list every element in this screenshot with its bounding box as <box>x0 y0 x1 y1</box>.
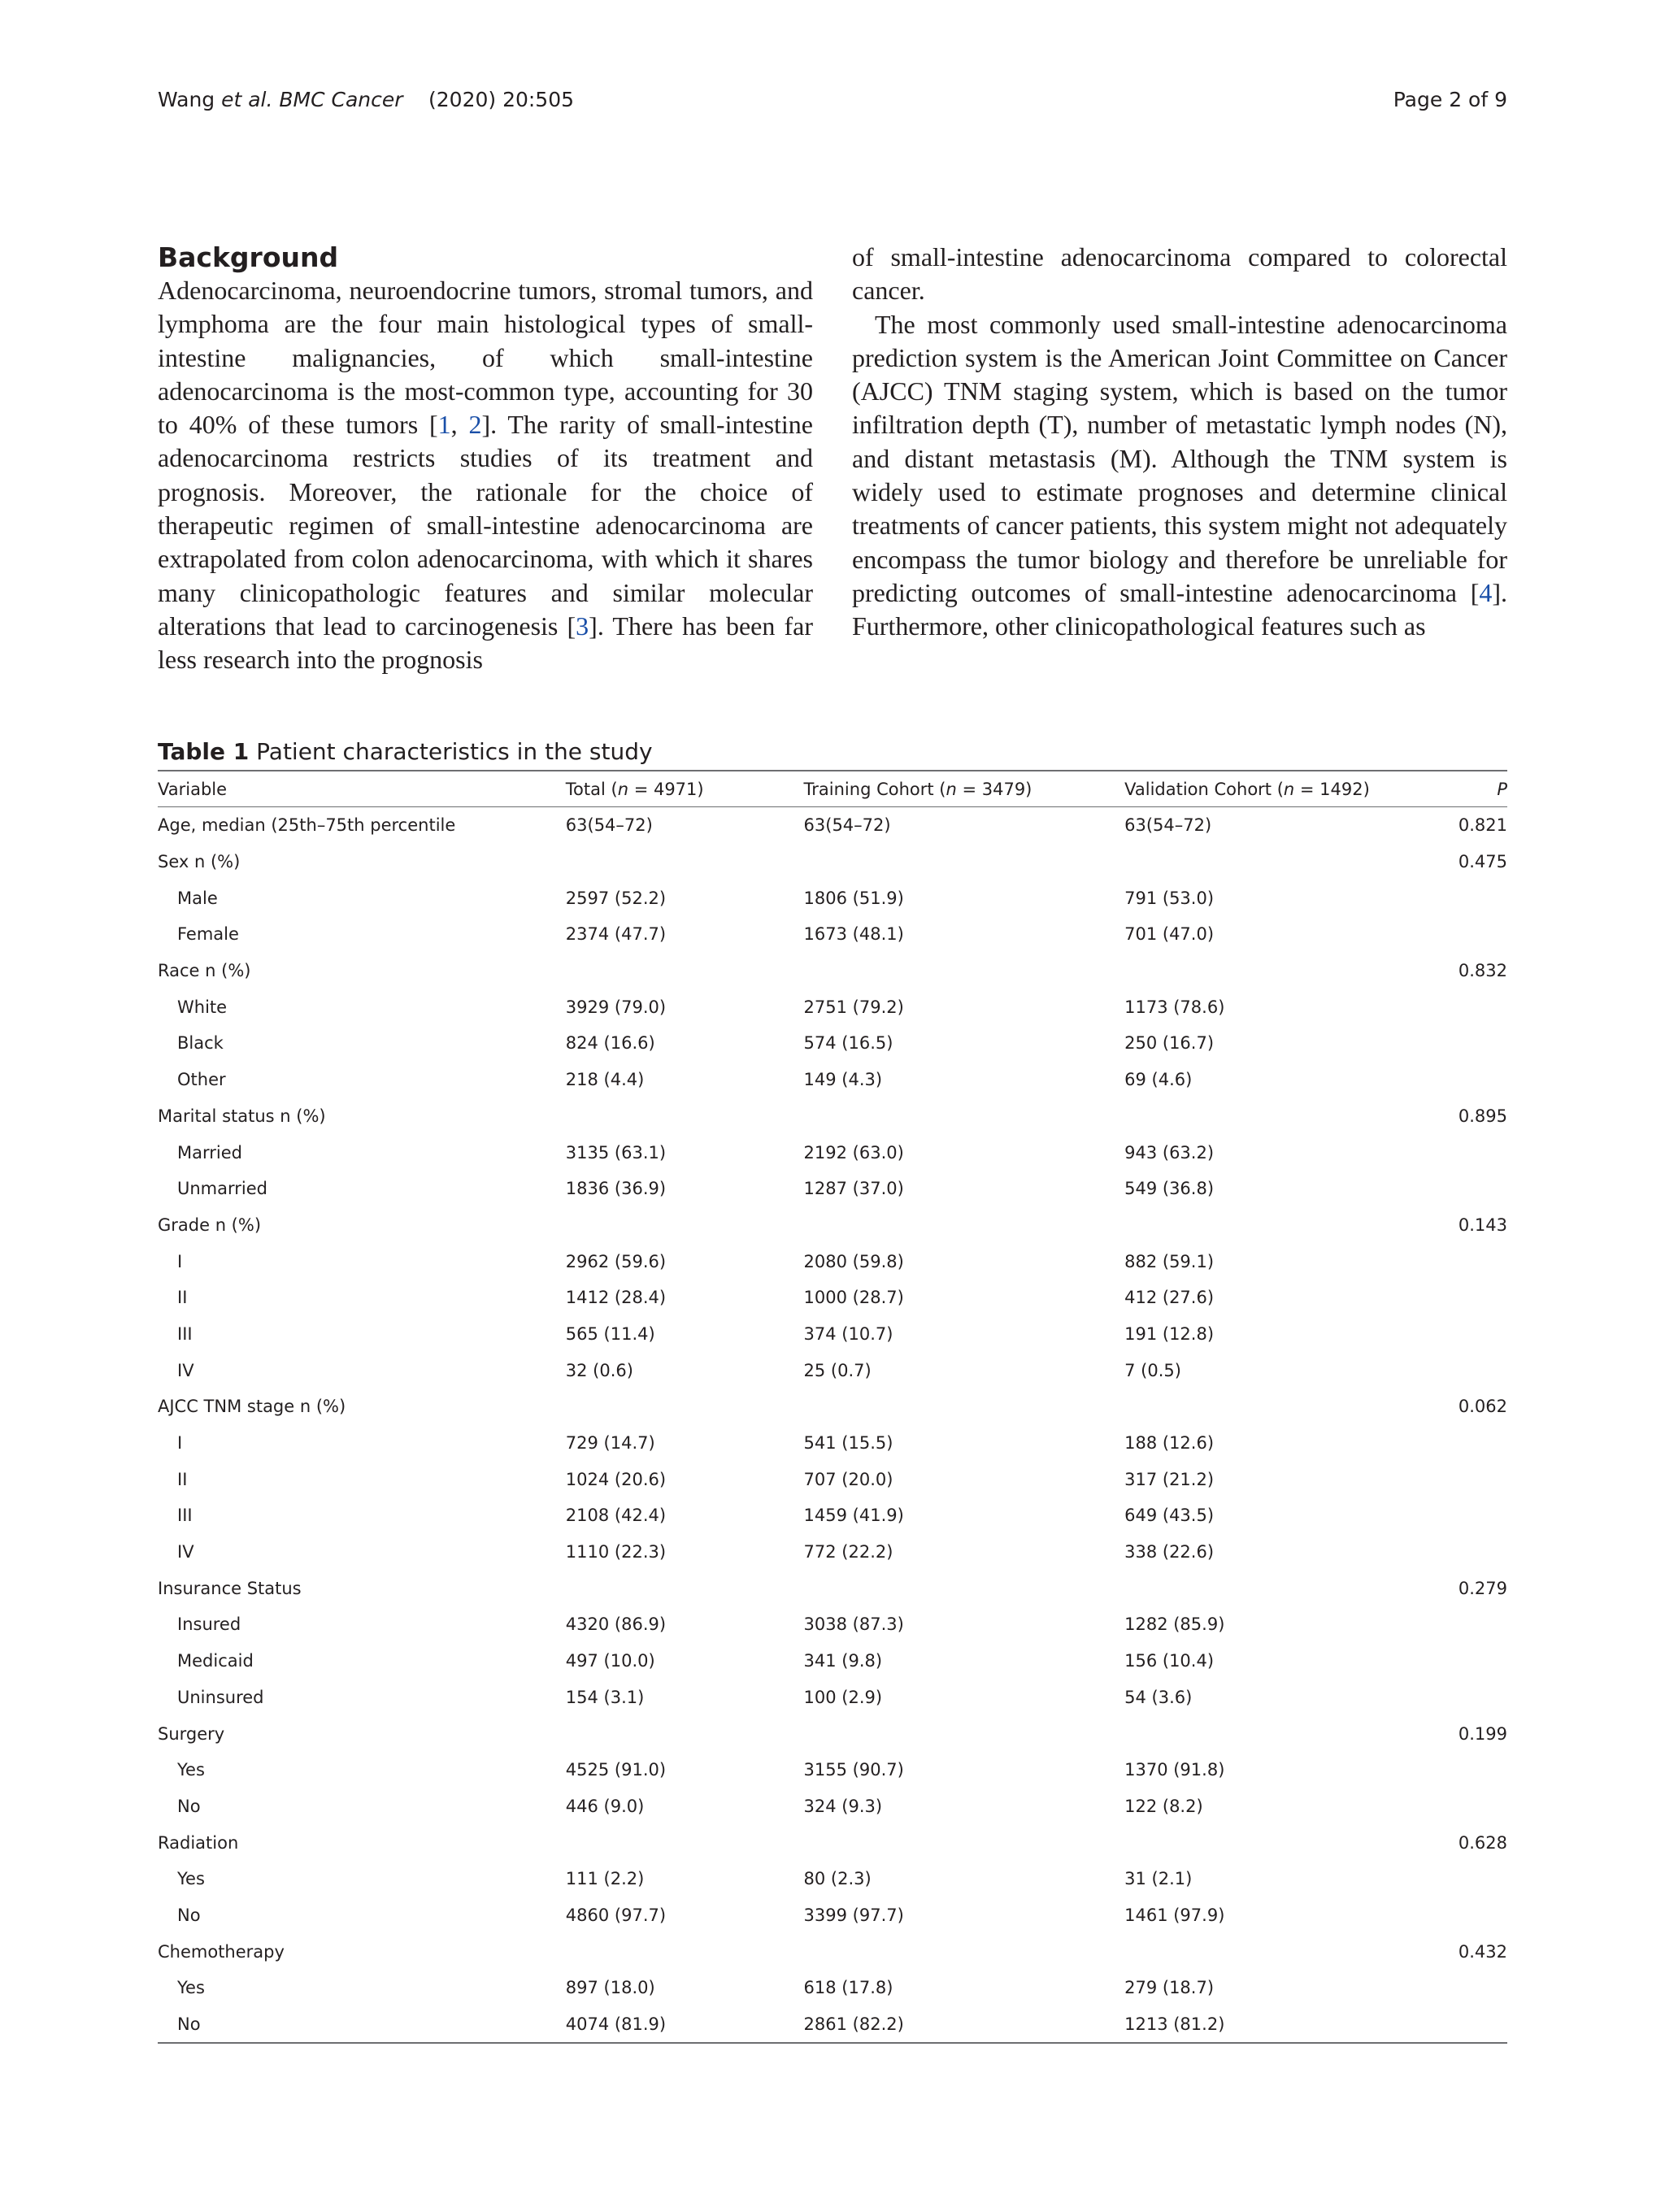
table-row <box>158 1680 1507 1716</box>
cell-validation <box>1124 844 1459 880</box>
cell-validation <box>1124 953 1459 989</box>
cell-total: 1110 (22.3) <box>565 1542 667 1562</box>
cell-variable: I <box>177 1251 183 1271</box>
cell-variable: Medicaid <box>177 1651 254 1671</box>
table-row <box>158 1897 1507 1934</box>
cell-variable: Marital status n (%) <box>158 1106 326 1126</box>
cell-total: 1024 (20.6) <box>565 1469 667 1489</box>
cell-training: 100 (2.9) <box>803 1687 883 1707</box>
table-row <box>158 1316 1507 1353</box>
table-row <box>158 1861 1507 1897</box>
cell-total <box>566 1207 804 1244</box>
cell-training: 707 (20.0) <box>803 1469 893 1489</box>
cell-training <box>804 844 1125 880</box>
cell-p: 0.279 <box>1458 1578 1507 1598</box>
cell-total: 111 (2.2) <box>565 1869 645 1889</box>
cell-training <box>804 1388 1125 1425</box>
cell-p <box>1459 916 1507 953</box>
cell-training: 541 (15.5) <box>803 1433 893 1454</box>
text-run: ]. Furthermore, other clinicopathological features such as <box>852 577 1507 641</box>
cell-variable: Yes <box>177 1760 205 1780</box>
text-run: , <box>450 410 469 440</box>
cell-validation: 317 (21.2) <box>1124 1469 1215 1489</box>
cell-training: 341 (9.8) <box>803 1651 883 1671</box>
cell-total <box>566 1933 804 1970</box>
cell-variable: Uninsured <box>177 1687 264 1707</box>
author-name: Wang <box>158 88 215 111</box>
cell-total: 154 (3.1) <box>565 1687 645 1707</box>
cell-training: 374 (10.7) <box>803 1323 893 1344</box>
cell-p <box>1459 1606 1507 1643</box>
cell-total: 4860 (97.7) <box>565 1905 667 1925</box>
cell-validation: 1282 (85.9) <box>1124 1614 1225 1635</box>
table-row <box>158 1752 1507 1788</box>
cell-validation: 279 (18.7) <box>1124 1978 1215 1998</box>
cell-validation <box>1124 1715 1459 1752</box>
cell-validation: 549 (36.8) <box>1124 1179 1215 1199</box>
cell-total: 218 (4.4) <box>565 1070 645 1090</box>
cell-validation: 701 (47.0) <box>1124 924 1215 945</box>
cell-p <box>1459 1352 1507 1388</box>
cell-variable: Unmarried <box>177 1179 267 1199</box>
table-body <box>158 807 1507 2044</box>
cell-variable: III <box>177 1323 193 1344</box>
paragraph-background-2 <box>852 308 1507 644</box>
cell-variable: Insured <box>177 1614 241 1635</box>
column-header-total: Total (n = 4971) <box>566 771 804 807</box>
cell-p <box>1459 1280 1507 1316</box>
cell-training: 1806 (51.9) <box>803 888 904 908</box>
cell-variable: IV <box>177 1542 194 1562</box>
cell-training: 772 (22.2) <box>803 1542 893 1562</box>
cell-training: 3399 (97.7) <box>803 1905 904 1925</box>
cell-p <box>1459 1461 1507 1497</box>
cell-validation: 54 (3.6) <box>1124 1687 1193 1707</box>
cell-validation: 63(54–72) <box>1124 815 1212 836</box>
cell-p <box>1459 1897 1507 1934</box>
cell-training: 1000 (28.7) <box>803 1288 904 1308</box>
cell-p <box>1459 1134 1507 1171</box>
cell-total: 4320 (86.9) <box>565 1614 667 1635</box>
cell-training: 618 (17.8) <box>803 1978 893 1998</box>
cell-variable: Black <box>177 1033 224 1054</box>
cell-variable: Grade n (%) <box>158 1215 262 1235</box>
citation-ref-1[interactable]: 1 <box>437 410 451 440</box>
cell-total: 4525 (91.0) <box>565 1760 667 1780</box>
table-row <box>158 1025 1507 1062</box>
table-row <box>158 1352 1507 1388</box>
cell-p <box>1459 1243 1507 1280</box>
cell-total: 446 (9.0) <box>565 1796 645 1816</box>
cell-total <box>566 1570 804 1606</box>
cell-variable: Age, median (25th–75th percentile <box>158 815 456 836</box>
cell-variable: Radiation <box>158 1832 239 1853</box>
cell-p <box>1459 1025 1507 1062</box>
table-1 <box>158 736 1507 2044</box>
cell-validation <box>1124 1098 1459 1135</box>
cell-validation: 188 (12.6) <box>1124 1433 1215 1454</box>
table-row <box>158 1497 1507 1534</box>
cell-validation: 122 (8.2) <box>1124 1796 1203 1816</box>
cell-p <box>1459 1752 1507 1788</box>
table-row <box>158 1171 1507 1207</box>
cell-total <box>566 1715 804 1752</box>
paragraph-background-1 <box>158 274 813 677</box>
cell-p: 0.199 <box>1458 1723 1507 1744</box>
table-header-row <box>158 771 1507 807</box>
cell-total: 63(54–72) <box>565 815 653 836</box>
cell-variable: Male <box>177 888 218 908</box>
cell-training: 1287 (37.0) <box>803 1179 904 1199</box>
column-header-variable: Variable <box>158 771 566 807</box>
cell-training: 2080 (59.8) <box>803 1251 904 1271</box>
table-row <box>158 1715 1507 1752</box>
table-row <box>158 1570 1507 1606</box>
cell-p: 0.628 <box>1458 1832 1507 1853</box>
running-header <box>158 88 1507 117</box>
table-row <box>158 880 1507 916</box>
cell-variable: No <box>177 1796 201 1816</box>
table-row <box>158 1388 1507 1425</box>
table-row <box>158 1643 1507 1680</box>
cell-validation <box>1124 1570 1459 1606</box>
table-row <box>158 916 1507 953</box>
cell-variable: Yes <box>177 1978 205 1998</box>
table-row <box>158 807 1507 844</box>
cell-variable: Yes <box>177 1869 205 1889</box>
cell-validation: 1173 (78.6) <box>1124 997 1225 1017</box>
cell-total: 32 (0.6) <box>565 1360 633 1380</box>
cell-variable: Chemotherapy <box>158 1941 285 1962</box>
journal-citation <box>158 88 403 111</box>
table-title: Patient characteristics in the study <box>256 738 653 765</box>
cell-variable: II <box>177 1288 188 1308</box>
cell-p: 0.821 <box>1458 815 1507 836</box>
cell-total: 497 (10.0) <box>565 1651 655 1671</box>
cell-training <box>804 1570 1125 1606</box>
cell-p: 0.475 <box>1458 852 1507 872</box>
cell-variable: IV <box>177 1360 194 1380</box>
text-column-left <box>158 241 813 677</box>
cell-total: 4074 (81.9) <box>566 2006 804 2044</box>
cell-p: 0.062 <box>1458 1397 1507 1417</box>
cell-variable: II <box>177 1469 188 1489</box>
cell-p <box>1459 989 1507 1025</box>
cell-validation: 1461 (97.9) <box>1124 1905 1225 1925</box>
table-row <box>158 1425 1507 1462</box>
cell-validation <box>1124 1933 1459 1970</box>
paragraph-background-1-continued: of small-intestine adenocarcinoma compared to colorectal cancer. <box>852 242 1507 306</box>
cell-training <box>804 1715 1125 1752</box>
cell-validation: 338 (22.6) <box>1124 1542 1215 1562</box>
cell-total: 2962 (59.6) <box>565 1251 667 1271</box>
cell-total: 565 (11.4) <box>565 1323 655 1344</box>
cell-variable: Married <box>177 1142 242 1162</box>
cell-p <box>1459 1643 1507 1680</box>
cell-validation: 7 (0.5) <box>1124 1360 1181 1380</box>
cell-total: 2374 (47.7) <box>565 924 667 945</box>
table-row <box>158 1461 1507 1497</box>
cell-variable: Insurance Status <box>158 1578 302 1598</box>
cell-training: 149 (4.3) <box>803 1070 883 1090</box>
cell-training: 80 (2.3) <box>803 1869 872 1889</box>
table-row <box>158 1207 1507 1244</box>
cell-p: 0.143 <box>1458 1215 1507 1235</box>
text-run: Adenocarcinoma, neuroendocrine tumors, stromal tumors, and lymphoma are the four main histological types of small-intestine malignancies, of which small-intestine adenocarcinoma is the most-common type, accounting for 30 to 40% of these tumors [ <box>158 276 813 440</box>
cell-total <box>566 953 804 989</box>
text-run: ]. The rarity of small-intestine adenocarcinoma restricts studies of its treatment and prognosis. Moreover, the rationale for the choice of therapeutic regimen of small-intestine adenocarcinoma are extrapolated from colon adenocarcinoma, with which it shares many clinicopathologic features and similar molecular alterations that lead to carcinogenesis [ <box>158 410 814 641</box>
year-volume: (2020) 20:505 <box>428 88 575 111</box>
cell-training <box>804 1098 1125 1135</box>
cell-p: 0.895 <box>1458 1106 1507 1126</box>
cell-p <box>1459 1788 1507 1825</box>
citation-ref-2[interactable]: 2 <box>468 410 482 440</box>
cell-training <box>804 1824 1125 1861</box>
cell-total: 1836 (36.9) <box>565 1179 667 1199</box>
cell-validation: 191 (12.8) <box>1124 1323 1215 1344</box>
cell-p <box>1459 1534 1507 1571</box>
cell-p <box>1459 1680 1507 1716</box>
cell-p <box>1459 1970 1507 2006</box>
cell-variable: Race n (%) <box>158 961 251 981</box>
cell-validation: 882 (59.1) <box>1124 1251 1215 1271</box>
cell-p: 0.432 <box>1458 1941 1507 1962</box>
table-row <box>158 1788 1507 1825</box>
table-caption <box>158 736 1507 768</box>
cell-training: 1459 (41.9) <box>803 1506 904 1526</box>
cell-total <box>566 1388 804 1425</box>
page-number: Page 2 of 9 <box>1393 88 1507 111</box>
cell-training <box>804 1207 1125 1244</box>
cell-training: 2192 (63.0) <box>803 1142 904 1162</box>
table-row <box>158 1280 1507 1316</box>
cell-validation: 1213 (81.2) <box>1124 2006 1459 2044</box>
table-row <box>158 1134 1507 1171</box>
cell-training <box>804 953 1125 989</box>
citation-ref-3[interactable]: 3 <box>576 611 589 641</box>
text-column-right <box>852 241 1507 644</box>
cell-training <box>804 1933 1125 1970</box>
cell-variable: I <box>177 1433 183 1454</box>
cell-validation: 943 (63.2) <box>1124 1142 1215 1162</box>
text-run: The most commonly used small-intestine adenocarcinoma prediction system is the American Joint Committee on Cancer (AJCC) TNM staging system, which is based on the tumor infiltration depth (T), number of metastatic lymph nodes (N), and distant metastasis (M). Although the TNM system is widely used to estimate prognoses and determine clinical treatments of cancer patients, this system might not adequately encompass the tumor biology and therefore be unreliable for predicting outcomes of small-intestine adenocarcinoma [ <box>852 309 1507 607</box>
cell-total: 2597 (52.2) <box>565 888 667 908</box>
cell-validation <box>1124 1207 1459 1244</box>
cell-variable: Surgery <box>158 1723 225 1744</box>
cell-variable: III <box>177 1506 193 1526</box>
table-row <box>158 1933 1507 1970</box>
cell-training: 63(54–72) <box>803 815 891 836</box>
cell-training: 2861 (82.2) <box>804 2006 1125 2044</box>
cell-validation: 649 (43.5) <box>1124 1506 1215 1526</box>
citation-ref-4[interactable]: 4 <box>1479 577 1493 607</box>
cell-validation <box>1124 1388 1459 1425</box>
cell-variable: Sex n (%) <box>158 852 241 872</box>
table-row <box>158 844 1507 880</box>
section-heading: Background <box>158 241 339 273</box>
cell-total: 824 (16.6) <box>565 1033 655 1054</box>
cell-validation: 31 (2.1) <box>1124 1869 1193 1889</box>
table-row <box>158 989 1507 1025</box>
cell-training: 1673 (48.1) <box>803 924 904 945</box>
cell-total: 1412 (28.4) <box>565 1288 667 1308</box>
table-row <box>158 1970 1507 2006</box>
table-row <box>158 1824 1507 1861</box>
cell-p: 0.832 <box>1458 961 1507 981</box>
cell-p <box>1459 2006 1507 2044</box>
cell-training: 2751 (79.2) <box>803 997 904 1017</box>
cell-variable: AJCC TNM stage n (%) <box>158 1397 346 1417</box>
table-row <box>158 2006 1507 2044</box>
column-header-p: P <box>1459 771 1507 807</box>
table-label: Table 1 <box>158 738 250 765</box>
cell-variable: No <box>158 2006 566 2044</box>
cell-training: 3155 (90.7) <box>803 1760 904 1780</box>
cell-validation: 791 (53.0) <box>1124 888 1215 908</box>
cell-total <box>566 844 804 880</box>
cell-total <box>566 1824 804 1861</box>
cell-validation <box>1124 1824 1459 1861</box>
table-row <box>158 1098 1507 1135</box>
cell-variable: White <box>177 997 228 1017</box>
cell-p <box>1459 1861 1507 1897</box>
cell-total: 897 (18.0) <box>565 1978 655 1998</box>
cell-variable: No <box>177 1905 201 1925</box>
column-header-training: Training Cohort (n = 3479) <box>804 771 1125 807</box>
column-header-validation: Validation Cohort (n = 1492) <box>1124 771 1459 807</box>
table-row <box>158 1243 1507 1280</box>
cell-total: 3135 (63.1) <box>565 1142 667 1162</box>
cell-validation: 250 (16.7) <box>1124 1033 1215 1054</box>
cell-p <box>1459 1497 1507 1534</box>
cell-p <box>1459 1316 1507 1353</box>
cell-validation: 412 (27.6) <box>1124 1288 1215 1308</box>
table-row <box>158 953 1507 989</box>
cell-p <box>1459 1171 1507 1207</box>
table-row <box>158 1062 1507 1098</box>
cell-total: 729 (14.7) <box>565 1433 655 1454</box>
table-row <box>158 1606 1507 1643</box>
cell-validation: 156 (10.4) <box>1124 1651 1215 1671</box>
cell-p <box>1459 1425 1507 1462</box>
cell-training: 3038 (87.3) <box>803 1614 904 1635</box>
cell-p <box>1459 880 1507 916</box>
cell-training: 324 (9.3) <box>803 1796 883 1816</box>
cell-training: 25 (0.7) <box>803 1360 872 1380</box>
journal-name: et al. BMC Cancer <box>221 88 403 111</box>
cell-total: 2108 (42.4) <box>565 1506 667 1526</box>
cell-training: 574 (16.5) <box>803 1033 893 1054</box>
patient-characteristics-table <box>158 771 1507 2044</box>
cell-validation: 69 (4.6) <box>1124 1070 1193 1090</box>
cell-variable: Female <box>177 924 239 945</box>
text-run: ]. There has been far less research into the prognosis <box>158 611 813 675</box>
cell-total: 3929 (79.0) <box>565 997 667 1017</box>
table-row <box>158 1534 1507 1571</box>
cell-validation: 1370 (91.8) <box>1124 1760 1225 1780</box>
cell-p <box>1459 1062 1507 1098</box>
cell-total <box>566 1098 804 1135</box>
cell-variable: Other <box>177 1070 226 1090</box>
